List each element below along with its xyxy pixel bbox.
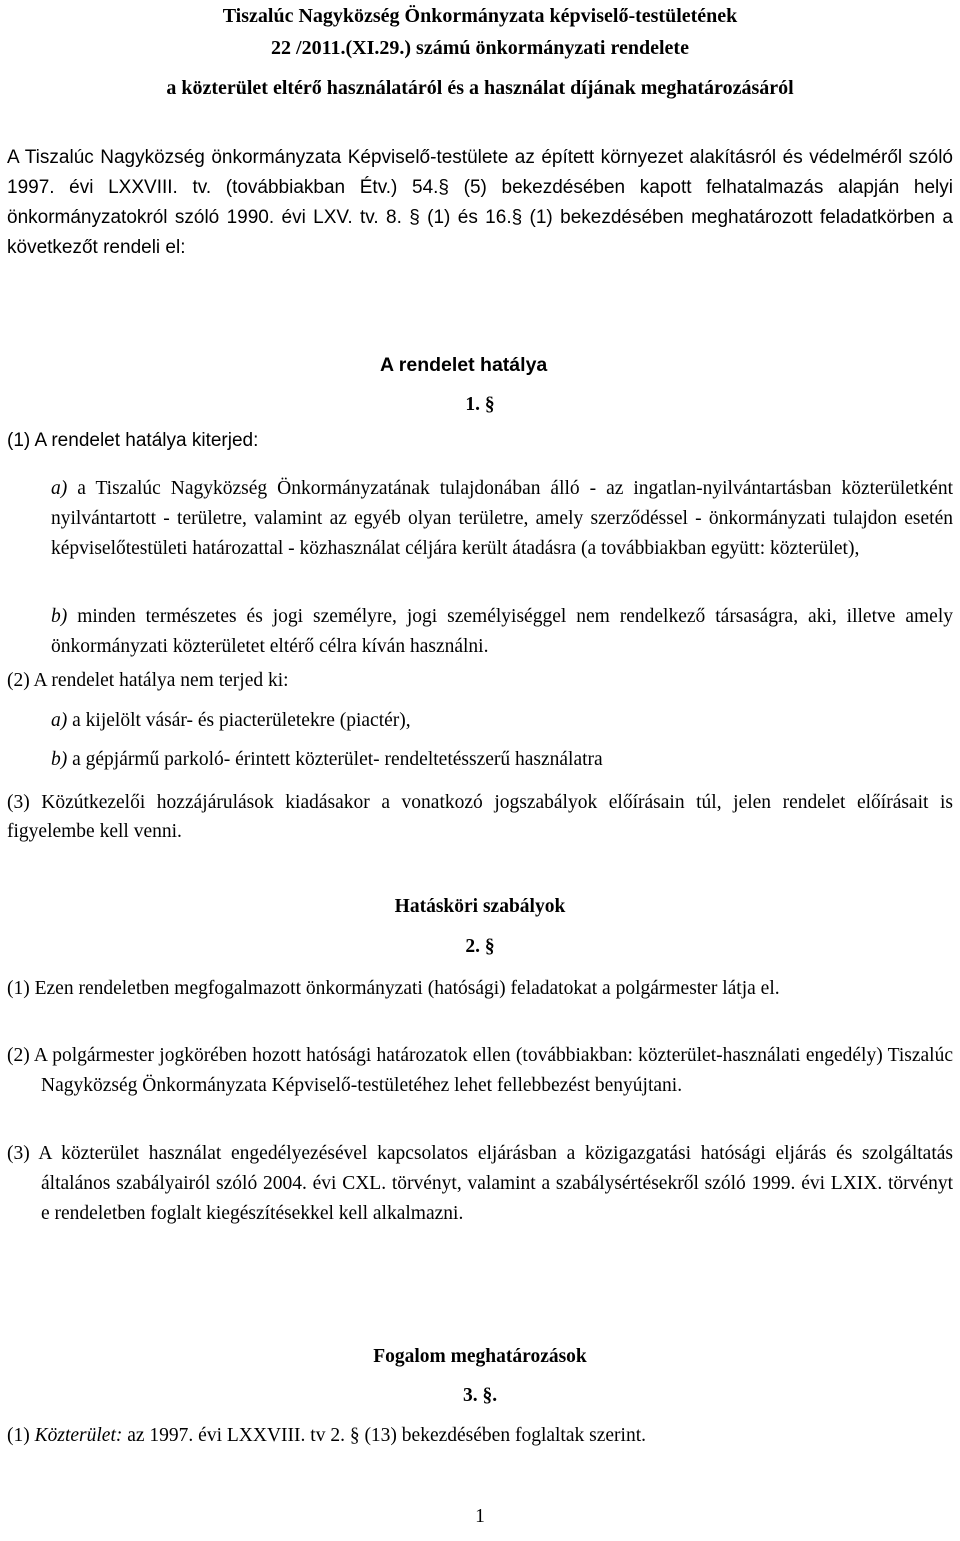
title-line-2: 22 /2011.(XI.29.) számú önkormányzati rendelete [271,37,689,59]
section-1-number: 1. § [465,394,495,415]
s1-item-a-text: a Tiszalúc Nagyközség Önkormányzatának tulajdonában álló - az ingatlan-nyilvántartásban közterületként nyilvántartott - területre, valamint az egyéb olyan területre, amely szerződéssel - önkormányzati tulajdon esetén képviselőtestületi határozattal - közhasználat céljára került átadásra (a továbbiakban együtt: közterület), [51,478,953,559]
section-2-number: 2. § [465,936,495,957]
s1-p2-item-a [7,710,953,732]
section-2-title: Hatásköri szabályok [394,896,566,917]
section-1-title: A rendelet hatálya [380,354,548,376]
s1-p2-item-a-label: a) [51,710,68,731]
s1-p2-item-a-text: a kijelölt vásár- és piacterületekre (piactér), [67,710,411,731]
section-3-title: Fogalom meghatározások [373,1346,587,1367]
title-line-1: Tiszalúc Nagyközség Önkormányzata képviselő-testületének [222,5,738,27]
s2-paragraph-1: (1) Ezen rendeletben megfogalmazott önkormányzati (hatósági) feladatokat a polgármester látja el. [7,978,780,999]
s3-p1-prefix: (1) [7,1425,35,1446]
s1-item-b-text: minden természetes és jogi személyre, jogi személyiséggel nem rendelkező társaságra, aki, illetve amely önkormányzati közterületet eltérő célra kíván használni. [51,606,953,657]
s1-p2-item-b-text: a gépjármű parkoló- érintett közterület- rendeltetésszerű használatra [67,749,603,770]
section-3-number: 3. §. [462,1385,498,1406]
document-title [0,0,960,104]
s1-paragraph-1: (1) A rendelet hatálya kiterjed: [7,430,259,451]
page-number: 1 [475,1506,485,1527]
s1-p2-item-b-label: b) [51,749,68,770]
s1-item-a-label: a) [51,478,68,499]
title-line-3: a közterület eltérő használatáról és a használat díjának meghatározásáról [166,77,794,99]
s2-paragraph-2: (2) A polgármester jogkörében hozott hatósági határozatok ellen (továbbiakban: közterület-használati engedély) Tiszalúc Nagyközség Önkormányzata Képviselő-testületéhez lehet fellebbezést benyújtani. [7,1045,953,1096]
s1-paragraph-3: (3) Közútkezelői hozzájárulások kiadásakor a vonatkozó jogszabályok előírásain túl, jelen rendelet előírásait is figyelembe kell venni. [7,792,953,842]
s2-paragraph-3: (3) A közterület használat engedélyezésével kapcsolatos eljárásban a közigazgatási hatósági eljárás és szolgáltatás általános szabályairól szóló 2004. évi CXL. törvényt, valamint a szabálysértésekről szóló 1999. évi LXIX. törvényt e rendeletben foglalt kiegészítésekkel kell alkalmazni. [7,1143,953,1224]
s3-p1-term: Közterület: [34,1425,123,1446]
s1-item-b-label: b) [51,606,68,627]
s1-item-b [7,602,953,662]
preamble: A Tiszalúc Nagyközség önkormányzata Képviselő-testülete az épített környezet alakításról és védelméről szóló 1997. évi LXXVIII. tv. (továbbiakban Étv.) 54.§ (5) bekezdésében kapott felhatalmazás alapján helyi önkormányzatokról szóló 1990. évi LXV. tv. 8. § (1) és 16.§ (1) bekezdésében meghatározott feladatkörben a következőt rendeli el: [7,147,953,258]
s1-p2-item-b [7,749,953,771]
s1-paragraph-2: (2) A rendelet hatálya nem terjed ki: [7,670,289,691]
s3-p1-text: az 1997. évi LXXVIII. tv 2. § (13) bekezdésében foglaltak szerint. [122,1425,646,1446]
s1-item-a [7,474,953,564]
s3-paragraph-1 [7,1425,953,1447]
